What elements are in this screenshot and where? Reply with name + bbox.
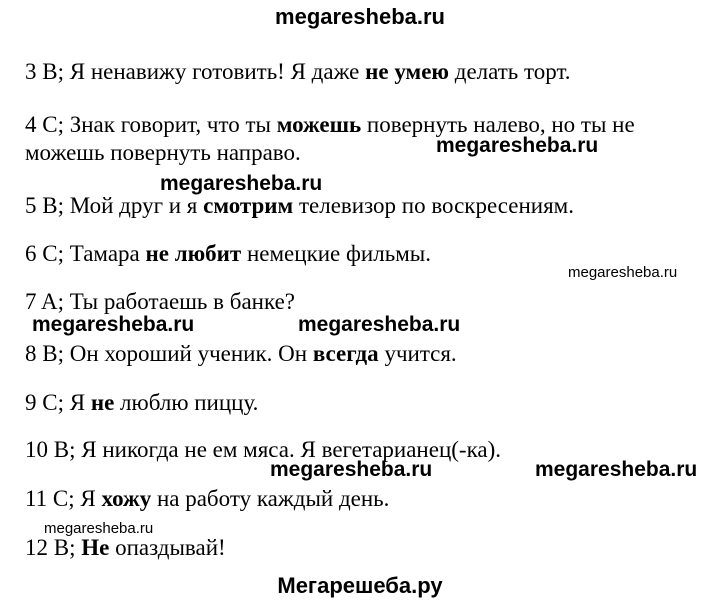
- answer-text: 5 B; Мой друг и я: [25, 193, 204, 218]
- answer-text: 4 C; Знак говорит, что ты: [25, 112, 277, 137]
- answer-text: учится.: [378, 341, 457, 366]
- answer-highlight: всегда: [312, 341, 379, 366]
- answer-highlight: смотрим: [203, 193, 294, 218]
- watermark: megaresheba.ru: [298, 313, 461, 336]
- answer-text: 6 C; Тамара: [25, 241, 146, 266]
- watermark: megaresheba.ru: [270, 458, 433, 481]
- answer-highlight: не умею: [365, 59, 449, 84]
- answer-text: 10 B; Я никогда не ем мяса. Я вегетарианец(-ка).: [25, 437, 502, 462]
- answer-text: люблю пиццу.: [114, 390, 259, 415]
- watermark: megaresheba.ru: [568, 264, 678, 281]
- answer-highlight: не: [90, 390, 115, 415]
- answer-text: делать торт.: [449, 59, 571, 84]
- answer-text: опаздывай!: [109, 535, 226, 560]
- answer-9: [25, 389, 258, 417]
- answer-text: 11 C; Я: [25, 486, 102, 511]
- answer-text: 12 B;: [25, 535, 82, 560]
- answer-text: телевизор по воскресениям.: [293, 193, 574, 218]
- answer-3: [25, 58, 571, 86]
- watermark: megaresheba.ru: [436, 134, 599, 157]
- answer-text: 9 C; Я: [25, 390, 91, 415]
- answer-7: [25, 288, 295, 316]
- answer-text: повернуть налево, но ты не: [361, 112, 635, 137]
- footer-watermark: Мегарешеба.ру: [277, 573, 443, 598]
- answer-highlight: можешь: [276, 112, 362, 137]
- answer-highlight: Не: [81, 535, 110, 560]
- answer-text-line2: можешь повернуть направо.: [25, 140, 301, 165]
- watermark: megaresheba.ru: [32, 313, 195, 336]
- answer-12: [25, 534, 226, 562]
- watermark: megaresheba.ru: [535, 458, 698, 481]
- answer-5: [25, 192, 574, 220]
- watermark: megaresheba.ru: [44, 520, 154, 537]
- answer-text: 8 B; Он хороший ученик. Он: [25, 341, 313, 366]
- answer-11: [25, 485, 389, 513]
- answer-text: 3 B; Я ненавижу готовить! Я даже: [25, 59, 366, 84]
- answer-highlight: хожу: [101, 486, 152, 511]
- answer-text: на работу каждый день.: [151, 486, 390, 511]
- watermark: megaresheba.ru: [160, 172, 323, 195]
- answer-6: [25, 240, 431, 268]
- answer-text: немецкие фильмы.: [241, 241, 431, 266]
- answer-8: [25, 340, 457, 368]
- answer-highlight: не любит: [145, 241, 242, 266]
- answer-text: 7 A; Ты работаешь в банке?: [25, 289, 295, 314]
- header-watermark: megaresheba.ru: [275, 4, 445, 29]
